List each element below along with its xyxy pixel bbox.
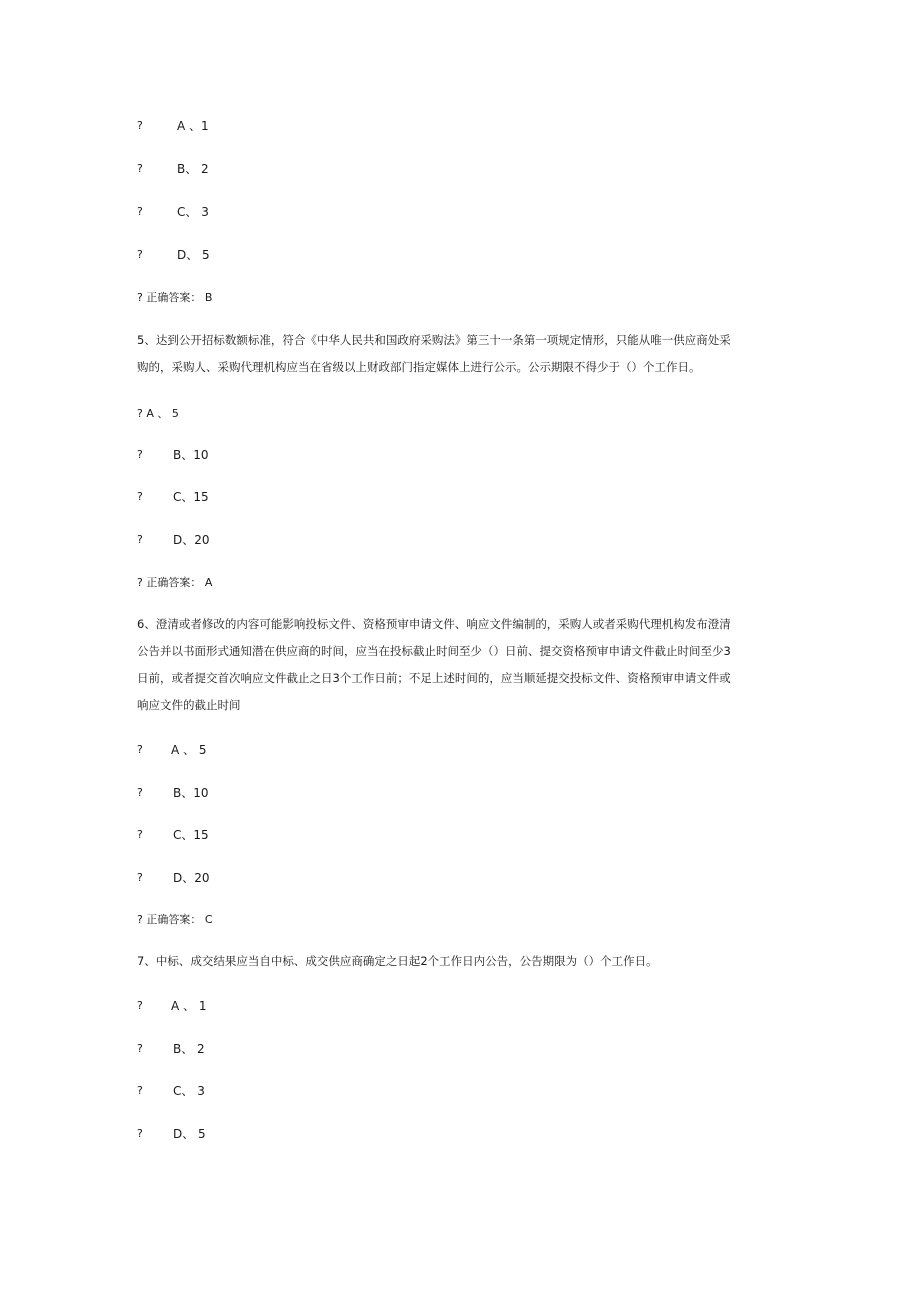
option-text: D、20 [173,533,210,547]
option-bullet: ? [137,1084,143,1097]
option-text: D、 5 [177,248,210,262]
option-row: ? A 、 5 [137,407,179,420]
option-text: B、10 [173,448,209,462]
option-bullet: ? [137,205,143,218]
answer-line: ? 正确答案： C [137,913,213,926]
option-bullet: ? [137,786,143,799]
option-bullet: ? [137,1127,143,1140]
question-5 [137,327,737,381]
answer-line: ? 正确答案： B [137,291,213,304]
question-7 [137,948,737,975]
question-line: 7、中标、成交结果应当自中标、成交供应商确定之日起2个工作日内公告，公告期限为（）个工作日。 [137,954,658,968]
option-bullet: ? [137,448,143,461]
option-bullet: ? [137,743,143,756]
option-bullet: ? [137,162,143,175]
option-text: C、 3 [177,205,209,219]
question-6 [137,611,737,719]
question-line: 响应文件的截止时间 [137,698,241,712]
option-text: A 、 1 [171,999,207,1013]
option-text: A 、1 [177,119,209,133]
option-text: B、 2 [173,1042,205,1056]
option-text: B、 2 [177,162,209,176]
option-bullet: ? [137,999,143,1012]
option-bullet: ? [137,533,143,546]
question-line: 公告并以书面形式通知潜在供应商的时间，应当在投标截止时间至少（）日前、提交资格预审申请文件截止时间至少3 [137,644,731,658]
option-text: C、15 [173,490,209,504]
question-line: 购的，采购人、采购代理机构应当在省级以上财政部门指定媒体上进行公示。公示期限不得少于（）个工作日。 [137,360,701,374]
question-line: 日前，或者提交首次响应文件截止之日3个工作日前；不足上述时间的，应当顺延提交投标文件、资格预审申请文件或 [137,671,731,685]
option-bullet: ? [137,490,143,503]
option-bullet: ? [137,871,143,884]
question-line: 6、澄清或者修改的内容可能影响投标文件、资格预审申请文件、响应文件编制的，采购人或者采购代理机构发布澄清 [137,617,731,631]
option-text: D、 5 [173,1127,206,1141]
option-bullet: ? [137,119,143,132]
option-text: B、10 [173,786,209,800]
option-text: D、20 [173,871,210,885]
option-text: C、15 [173,828,209,842]
question-line: 5、达到公开招标数额标准，符合《中华人民共和国政府采购法》第三十一条第一项规定情形，只能从唯一供应商处采 [137,333,731,347]
option-bullet: ? [137,1042,143,1055]
option-bullet: ? [137,828,143,841]
option-text: A 、 5 [171,743,207,757]
option-text: C、 3 [173,1084,205,1098]
option-bullet: ? [137,248,143,261]
answer-line: ? 正确答案： A [137,576,213,589]
